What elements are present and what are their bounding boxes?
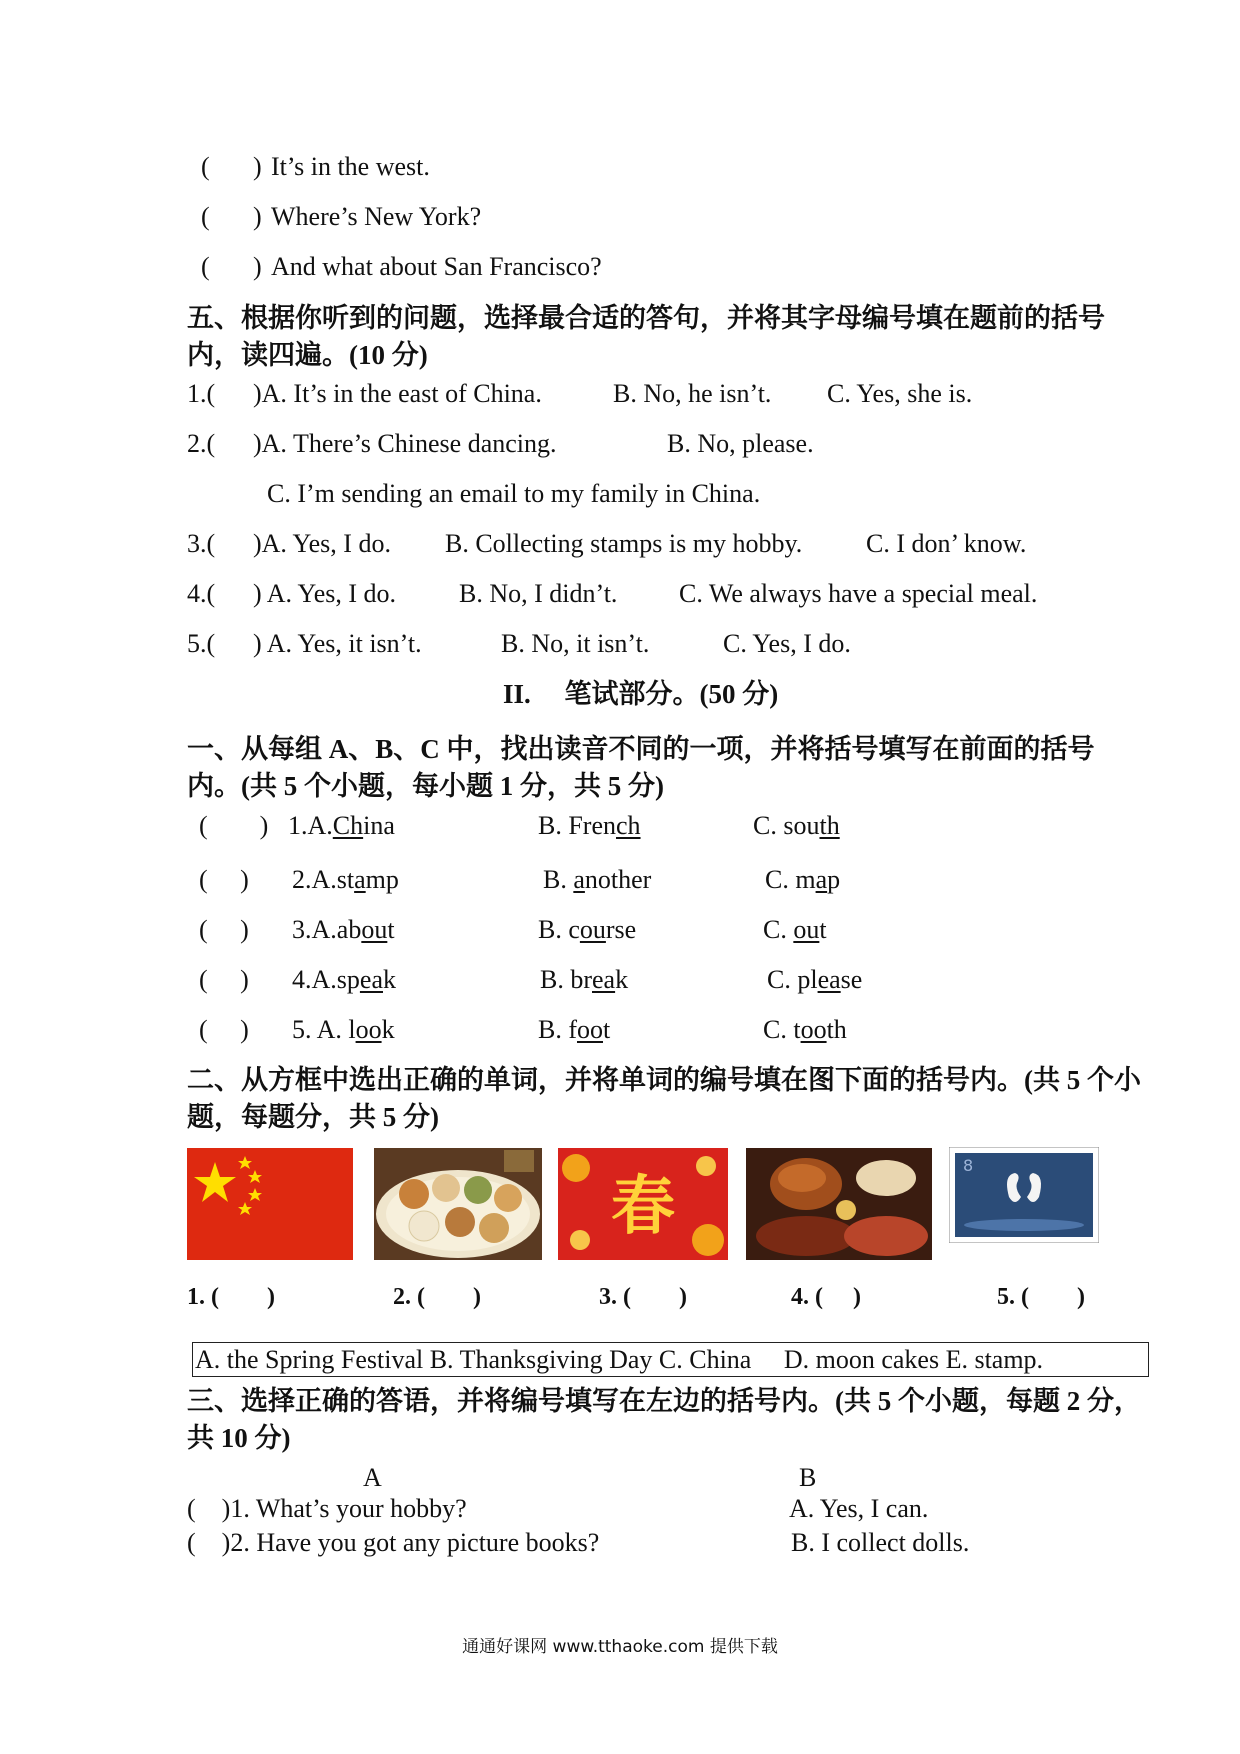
answer-paren: ( ) <box>199 1015 249 1044</box>
section3-heading: 三、选择正确的答语，并将编号填写在左边的括号内。(共 5 个小题，每题 2 分，共 10 分) <box>187 1386 1141 1453</box>
option-a: 5. A. look <box>292 1015 395 1044</box>
item-number: 5.( <box>187 629 216 658</box>
match-answer-a: A. Yes, I can. <box>789 1494 929 1523</box>
answer-paren: ( ) <box>199 811 269 840</box>
answer-paren: ( ) <box>199 865 249 894</box>
china-flag-icon <box>187 1148 353 1260</box>
svg-text:春: 春 <box>611 1169 675 1244</box>
moon-cakes-icon <box>374 1148 542 1260</box>
option-c: C. Yes, I do. <box>723 629 851 658</box>
section1-heading: 一、从每组 A、B、C 中，找出读音不同的一项，并将括号填写在前面的括号内。(共 5 个小题，每小题 1 分，共 5 分) <box>187 734 1095 801</box>
option-a: )A. Yes, I do. <box>253 529 391 558</box>
item-number: 2.( <box>187 429 216 458</box>
option-b: B. French <box>538 811 641 840</box>
column-a-header: A <box>363 1463 382 1492</box>
item-number: 4.( <box>187 579 216 608</box>
stamp-icon <box>949 1147 1099 1243</box>
part2-title: II. 笔试部分。(50 分) <box>503 679 779 709</box>
column-b-header: B <box>799 1463 817 1492</box>
option-a: ) A. Yes, I do. <box>253 579 397 608</box>
answer-paren: ( ) <box>199 915 249 944</box>
section2-heading: 二、从方框中选出正确的单词，并将单词的编号填在图下面的括号内。(共 5 个小题，每题分，共 5 分) <box>187 1065 1141 1132</box>
option-b: B. No, it isn’t. <box>501 629 650 658</box>
option-c: C. map <box>765 865 841 894</box>
option-c: C. tooth <box>763 1015 847 1044</box>
answer-paren-open: ( <box>201 202 210 231</box>
option-b: B. break <box>540 965 629 994</box>
option-c: C. We always have a special meal. <box>679 579 1038 608</box>
option-c: C. I’m sending an email to my family in China. <box>267 479 761 508</box>
answer-paren: ( ) <box>199 965 249 994</box>
section5-heading: 五、根据你听到的问题，选择最合适的答句，并将其字母编号填在题前的括号内，读四遍。(10 分) <box>187 303 1105 370</box>
dialogue-text: It’s in the west. <box>271 152 430 181</box>
picture-label-1: 1. ( ) <box>187 1284 275 1310</box>
dialogue-text: Where’s New York? <box>271 202 482 231</box>
answer-paren-open: ( <box>201 152 210 181</box>
option-a: 1.A.China <box>288 811 395 840</box>
option-a: ) A. Yes, it isn’t. <box>253 629 422 658</box>
option-c: C. out <box>763 915 827 944</box>
option-c: C. south <box>753 811 840 840</box>
svg-text:8: 8 <box>963 1156 974 1175</box>
spring-festival-icon <box>558 1148 728 1260</box>
match-question-2: ( )2. Have you got any picture books? <box>187 1528 600 1557</box>
option-c: C. I don’ know. <box>866 529 1027 558</box>
item-number: 3.( <box>187 529 216 558</box>
thanksgiving-turkey-icon <box>746 1148 932 1260</box>
option-b: B. Collecting stamps is my hobby. <box>445 529 803 558</box>
option-b: B. another <box>543 865 652 894</box>
answer-paren-close: ) <box>253 202 262 231</box>
option-b: B. No, I didn’t. <box>459 579 618 608</box>
picture-label-4: 4. ( ) <box>791 1284 861 1310</box>
option-a: )A. It’s in the east of China. <box>253 379 542 408</box>
option-c: C. please <box>767 965 863 994</box>
option-b: B. course <box>538 915 637 944</box>
match-answer-b: B. I collect dolls. <box>791 1528 970 1557</box>
option-a: 4.A.speak <box>292 965 396 994</box>
option-c: C. Yes, she is. <box>827 379 973 408</box>
answer-paren-close: ) <box>253 152 262 181</box>
option-a: 3.A.about <box>292 915 395 944</box>
word-bank-box: A. the Spring Festival B. Thanksgiving Day C. China D. moon cakes E. stamp. <box>192 1342 1149 1377</box>
picture-label-5: 5. ( ) <box>997 1284 1085 1310</box>
match-question-1: ( )1. What’s your hobby? <box>187 1494 467 1523</box>
option-b: B. No, he isn’t. <box>613 379 772 408</box>
picture-label-3: 3. ( ) <box>599 1284 687 1310</box>
option-b: B. foot <box>538 1015 611 1044</box>
option-a: 2.A.stamp <box>292 865 399 894</box>
option-a: )A. There’s Chinese dancing. <box>253 429 557 458</box>
footer-source: 通通好课网 www.tthaoke.com 提供下载 <box>462 1637 778 1657</box>
picture-label-2: 2. ( ) <box>393 1284 481 1310</box>
item-number: 1.( <box>187 379 216 408</box>
answer-paren-close: ) <box>253 252 262 281</box>
dialogue-text: And what about San Francisco? <box>271 252 602 281</box>
answer-paren-open: ( <box>201 252 210 281</box>
option-b: B. No, please. <box>667 429 814 458</box>
